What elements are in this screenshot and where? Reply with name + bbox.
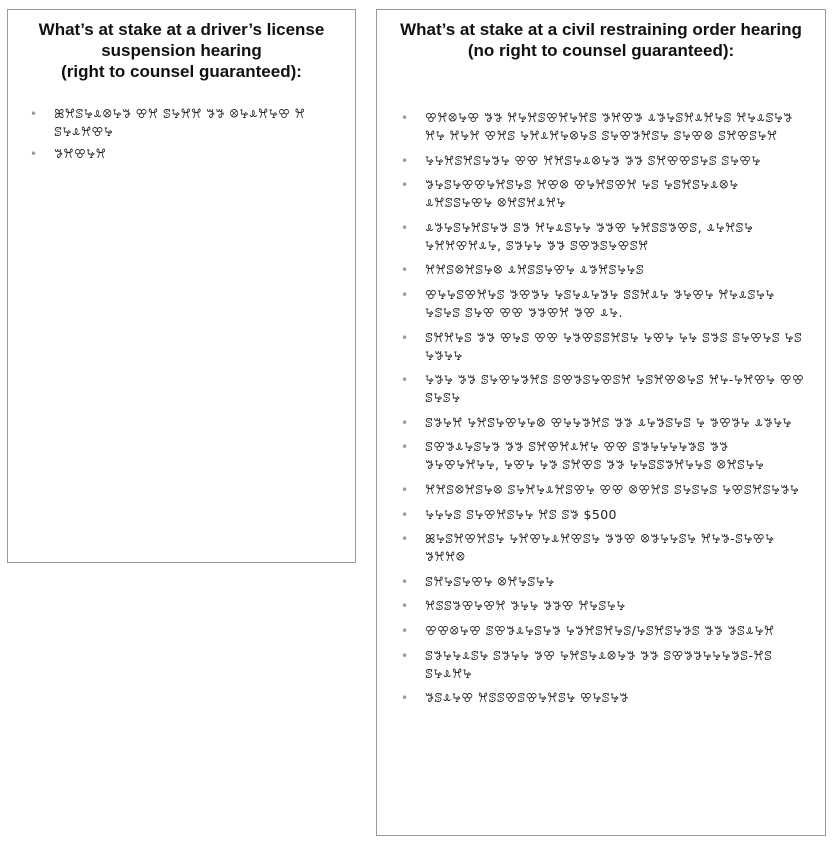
stakes-list-left [8,82,355,163]
list-item [401,481,805,499]
bullet-icon: • [401,153,409,168]
bullet-icon: • [401,623,409,638]
panel-title-right [377,10,825,61]
list-item-text: ꕵꕵꕵꕷ ꕷꕵꕢꕮꕷꕵꕵ ꕮꕷ ꕷꖃ $500 [425,506,617,522]
list-item [401,261,805,279]
list-item-text: ꕢꕵꕵꕷꕢꕮꕵꕷ ꖃꕢꖃꕵ ꕵꕷꕵꕊꕵꖃꕵ ꕷꕷꕮꕊꕵ ꖃꕵꕢꕵ ꕮꕵꕊꕷꕵꕵ ꕵꕷꕵꕷ ꕷꕵꕢ ꕢꕢ ꖃꖃꕢꕮ ꖃꕢ ꕊꕵ. [425,286,775,320]
list-item [30,105,343,141]
panel-title-left [8,10,355,82]
bullet-icon: • [401,691,409,706]
list-item [401,506,805,524]
bullet-icon: • [30,147,38,161]
list-item-text: ꕊꖃꕵꕷꕵꕮꕷꕵꖃ ꕷꖃ ꕮꕵꕊꕷꕵꕵ ꖃꖃꕢ ꕵꕮꕷꕷꖃꕢꕷ, ꕊꕵꕮꕷꕵ ꕵꕮꕮꕢꕮꕊꕵ, ꕷꖃꕵꕵ ꖃꖃ ꕷꕢꖃꕷꕵꕢꕷꕮ [425,219,754,253]
list-item [401,573,805,591]
list-item-text: ꕷꕮꕵꕷꕵꕢꕵ ꕕꕮꕵꕷꕵꕵ [425,573,555,589]
bullet-icon: • [401,178,409,193]
list-item-text: ꕷꕮꕮꕵꕷ ꖃꖃ ꕢꕵꕷ ꕢꕢ ꕵꖃꕢꕷꕷꕮꕷꕵ ꕵꕢꕵ ꕵꕵ ꕷꖃꕷ ꕷꕵꕢꕵꕷ ꕵꕷ ꕵꖃꕵꕵ [425,329,803,363]
list-item-text: ꕮꕮꕷꕕꕮꕷꕵꕕ ꕷꕵꕮꕵꕊꕮꕷꕢꕵ ꕢꕢ ꕕꕢꕮꕷ ꕷꕵꕷꕵꕷ ꕵꕢꕷꕮꕷꕵꖃꕵ [425,481,800,497]
bullet-icon: • [401,507,409,522]
list-item-text: ꖃꕮꕢꕵꕮ [54,146,107,161]
bullet-icon: • [401,648,409,663]
title-line: (right to counsel guaranteed): [61,62,302,81]
list-item-text: ꕵꖃꕵ ꖃꖃ ꕷꕵꕢꕵꖃꕮꕷ ꕷꕢꖃꕷꕵꕢꕷꕮ ꕵꕷꕮꕢꕕꕵꕷ ꕮꕵ-ꕵꕮꕢꕵ ꕢꕢ ꕷꕵꕷꕵ [425,372,805,406]
bullet-icon: • [30,107,38,121]
title-line: suspension hearing [101,41,262,60]
bullet-icon: • [401,440,409,455]
bullet-icon: • [401,330,409,345]
bullet-icon: • [401,263,409,278]
list-item [30,145,343,163]
list-item-text: ꕢꕮꕕꕵꕢ ꖃꖃ ꕮꕵꕮꕷꕢꕮꕵꕮꕷ ꖃꕮꕢꖃ ꕊꖃꕵꕷꕮꕊꕮꕵꕷ ꕮꕵꕊꕷꕵꖃ ꕮꕵ ꕮꕵꕮ ꕢꕮꕷ ꕵꕮꕊꕮꕵꕕꕵꕷ ꕷꕵꕢꖃꕮꕷꕵ ꕷꕵꕢꕕ ꕷꕮꕢꕷꕵꕮ [425,110,793,143]
list-item-text: ꕢꕢꕕꕵꕢ ꕷꕢꖃꕊꕵꕷꕵꖃ ꕵꖃꕮꕷꕮꕵꕷ/ꕵꕷꕮꕷꕵꖃꕷ ꖃꖃ ꖃꕷꕊꕵꕮ [425,622,775,638]
restraining-order-hearing-panel [376,9,826,836]
list-item [401,597,805,615]
list-item [401,414,805,432]
list-item [401,109,805,145]
list-item [401,286,805,322]
list-item [401,622,805,640]
bullet-icon: • [401,532,409,547]
bullet-icon: • [401,373,409,388]
list-item-text: ꕷꕢꖃꕊꕵꕷꕵꖃ ꖃꖃ ꕷꕮꕢꕮꕊꕮꕵ ꕢꕢ ꕷꖃꕵꕵꕵꕵꖃꕷ ꖃꖃ ꖃꕵꕢꕵꕮꕵꕵ, ꕵꕢꕵ ꕵꖃ ꕷꕮꕢꕷ ꖃꖃ ꕵꕵꕷꕷꖃꕮꕵꕵꕷ ꕕꕮꕷꕵꕵ [425,439,765,473]
drivers-license-hearing-panel [7,9,356,563]
title-line: (no right to counsel guaranteed): [467,41,735,60]
list-item-text: ꕵꕵꕮꕷꕮꕷꕵꖃꕵ ꕢꕢ ꕮꕮꕷꕵꕊꕕꕵꖃ ꖃꖃ ꕷꕮꕢꕢꕷꕵꕷ ꕷꕵꕢꕵ [425,152,761,168]
list-item-text: ꖃꕵꕷꕵꕢꕢꕵꕮꕷꕵꕷ ꕮꕢꕕ ꕢꕵꕮꕷꕢꕮ ꕵꕷ ꕵꕷꕮꕷꕵꕊꕕꕵ ꕊꕮꕷꕷꕵꕢꕵ ꕕꕮꕷꕮꕊꕮꕵ [425,177,739,211]
bullet-icon: • [401,287,409,302]
title-line: What’s at stake at a civil restraining order hearing [400,20,802,39]
list-item [401,689,805,707]
stakes-list-right [377,61,825,707]
list-item [401,438,805,474]
bullet-icon: • [401,482,409,497]
list-item [401,219,805,255]
list-item-text: ꕷꖃꕵꕵꕊꕷꕵ ꕷꖃꕵꕵ ꖃꕢ ꕵꕮꕷꕵꕊꕕꕵꖃ ꖃꖃ ꕷꕢꖃꖃꕵꕵꕵꖃꕷ-ꕮꕷ ꕷꕵꕊꕮꕵ [425,647,773,681]
list-item [401,176,805,212]
list-item [401,329,805,365]
bullet-icon: • [401,415,409,430]
title-line: What’s at stake at a driver’s license [38,20,325,39]
list-item-text: ꕷꖃꕵꕮ ꕵꕮꕷꕵꕢꕵꕵꕕ ꕢꕵꕵꖃꕮꕷ ꖃꖃ ꕊꕵꖃꕷꕵꕷ ꕵ ꖃꕢꖃꕵ ꕊꖃꕵꕵ [425,414,792,430]
list-item-text: ꕤꕮꕷꕵꕊꕕꕵꖃ ꕢꕮ ꕷꕵꕮꕮ ꖃꖃ ꕕꕵꕊꕮꕵꕢ ꕮ ꕷꕵꕊꕮꕢꕵ [54,106,306,139]
list-item-text: ꕮꕷꕷꖃꕢꕵꕢꕮ ꖃꕵꕵ ꖃꖃꕢ ꕮꕵꕷꕵꕵ [425,598,626,614]
list-item-text: ꕤꕵꕷꕮꕢꕮꕷꕵ ꕵꕮꕢꕵꕊꕮꕢꕷꕵ ꖃꖃꕢ ꕕꖃꕵꕵꕷꕵ ꕮꕵꖃ-ꕷꕵꕢꕵ ꖃꕮꕮꕕ [425,531,775,565]
list-item [401,152,805,170]
list-item [401,647,805,683]
bullet-icon: • [401,574,409,589]
list-item [401,371,805,407]
list-item-text: ꖃꕷꕊꕵꕢ ꕮꕷꕷꕢꕷꕢꕵꕮꕷꕵ ꕢꕵꕷꕵꖃ [425,690,629,706]
list-item [401,530,805,566]
bullet-icon: • [401,220,409,235]
bullet-icon: • [401,599,409,614]
list-item-text: ꕮꕮꕷꕕꕮꕷꕵꕕ ꕊꕮꕷꕷꕵꕢꕵ ꕊꖃꕮꕷꕵꕵꕷ [425,262,645,278]
bullet-icon: • [401,111,409,125]
